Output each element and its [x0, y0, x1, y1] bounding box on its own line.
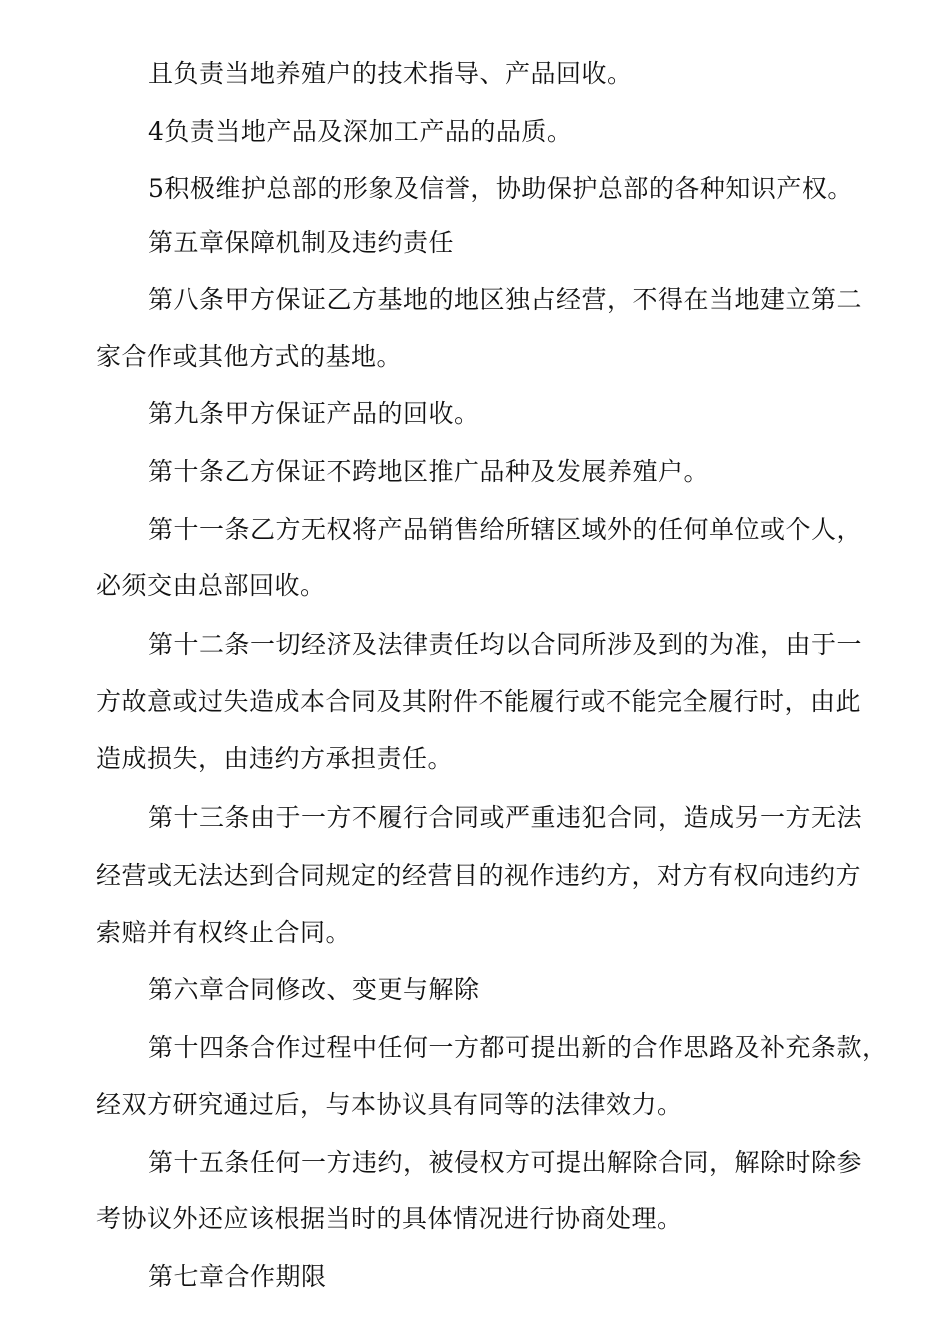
text-line: 第十四条合作过程中任何一方都可提出新的合作思路及补充条款，: [148, 1033, 888, 1062]
text-line: 4负责当地产品及深加工产品的品质。: [148, 117, 573, 146]
section-heading: 第七章合作期限: [148, 1262, 327, 1291]
text-line: 第九条甲方保证产品的回收。: [148, 399, 480, 428]
text-line: 第十条乙方保证不跨地区推广品种及发展养殖户。: [148, 457, 710, 486]
text-line: 第八条甲方保证乙方基地的地区独占经营，不得在当地建立第二: [148, 285, 863, 314]
text-line: 第十一条乙方无权将产品销售给所辖区域外的任何单位或个人，: [148, 515, 863, 544]
text-line: 家合作或其他方式的基地。: [96, 342, 403, 371]
text-line: 考协议外还应该根据当时的具体情况进行协商处理。: [96, 1204, 683, 1233]
section-heading: 第五章保障机制及违约责任: [148, 228, 455, 257]
text-line: 造成损失，由违约方承担责任。: [96, 744, 454, 773]
text-line: 且负责当地养殖户的技术指导、产品回收。: [148, 59, 633, 88]
section-heading: 第六章合同修改、变更与解除: [148, 975, 480, 1004]
text-line: 方故意或过失造成本合同及其附件不能履行或不能完全履行时，由此: [96, 687, 862, 716]
text-line: 第十三条由于一方不履行合同或严重违犯合同，造成另一方无法: [148, 803, 863, 832]
text-line: 第十二条一切经济及法律责任均以合同所涉及到的为准，由于一: [148, 630, 863, 659]
text-line: 必须交由总部回收。: [96, 571, 326, 600]
text-line: 5积极维护总部的形象及信誉，协助保护总部的各种知识产权。: [148, 174, 853, 203]
text-line: 经双方研究通过后，与本协议具有同等的法律效力。: [96, 1090, 683, 1119]
text-line: 经营或无法达到合同规定的经营目的视作违约方，对方有权向违约方: [96, 861, 862, 890]
text-line: 第十五条任何一方违约，被侵权方可提出解除合同，解除时除参: [148, 1148, 863, 1177]
text-line: 索赔并有权终止合同。: [96, 918, 352, 947]
